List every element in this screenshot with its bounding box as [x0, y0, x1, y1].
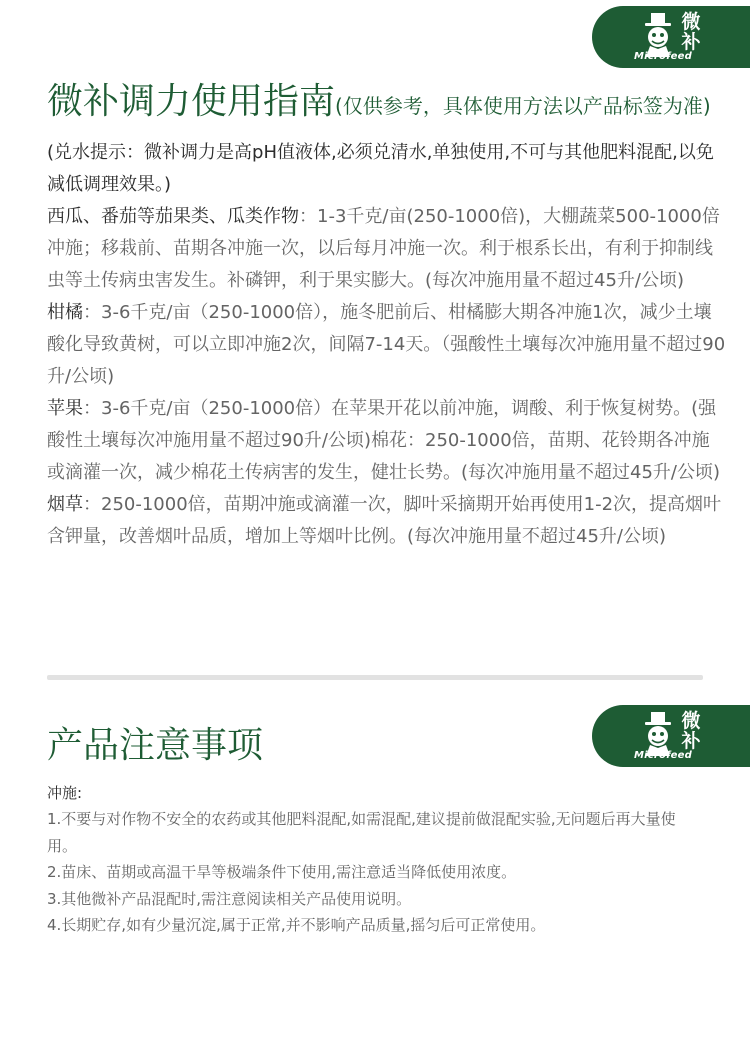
crop-name: 烟草 [47, 494, 83, 515]
precaution-item: 1.不要与对作物不安全的农药或其他肥料混配,如需混配,建议提前做混配实验,无问题后再大量使用。 [47, 810, 676, 855]
precaution-item: 3.其他微补产品混配时,需注意阅读相关产品使用说明。 [47, 889, 412, 908]
crop-name: 柑橘 [47, 302, 83, 323]
brand-name-cn: 微补 [681, 11, 701, 53]
dilution-note: (兑水提示：微补调力是高pH值液体,必须兑清水,单独使用,不可与其他肥料混配,以免减低调理效果。) [47, 142, 714, 195]
precaution-item: 4.长期贮存,如有少量沉淀,属于正常,并不影响产品质量,摇匀后可正常使用。 [47, 916, 546, 935]
precaution-item: 2.苗床、苗期或高温干旱等极端条件下使用,需注意适当降低使用浓度。 [47, 863, 517, 882]
section1-subtitle: (仅供参考，具体使用方法以产品标签为准) [335, 94, 711, 118]
precautions-label: 冲施: [47, 784, 83, 802]
usage-guide-body [47, 137, 727, 553]
precautions-body [47, 780, 687, 938]
crop-entry-melon [47, 201, 727, 297]
section-divider [47, 675, 703, 680]
section1-title-text: 微补调力使用指南 [47, 81, 336, 122]
crop-text: ：1-3千克/亩(250-1000倍)，大棚蔬菜500-1000倍冲施；移栽前、苗期各冲施一次，以后每月冲施一次。利于根系长出，有利于抑制线虫等土传病虫害发生。补磷钾，利于果实膨大。(每次冲施用量不超过45升/公顷) [47, 206, 720, 291]
section1-title [47, 80, 711, 128]
crop-text: ：250-1000倍，苗期冲施或滴灌一次，脚叶采摘期开始再使用1-2次，提高烟叶含钾量，改善烟叶品质，增加上等烟叶比例。(每次冲施用量不超过45升/公顷) [47, 494, 722, 547]
crop-entry-tobacco [47, 489, 727, 553]
brand-name-en: Microfeed [634, 750, 692, 761]
brand-name-cn: 微补 [681, 710, 701, 752]
crop-text: ：3-6千克/亩（250-1000倍），施冬肥前后、柑橘膨大期各冲施1次，减少土壤酸化导致黄树，可以立即冲施2次，间隔7-14天。（强酸性土壤每次冲施用量不超过90升/公顷) [47, 302, 726, 387]
crop-name: 西瓜、番茄等茄果类、瓜类作物 [47, 206, 299, 227]
crop-entry-apple [47, 393, 727, 489]
brand-name-en: Microfeed [634, 51, 692, 62]
crop-entry-citrus [47, 297, 727, 393]
brand-badge [592, 705, 750, 767]
crop-name: 苹果 [47, 398, 83, 419]
section2-title: 产品注意事项 [47, 725, 264, 766]
crop-text: ：3-6千克/亩（250-1000倍）在苹果开花以前冲施，调酸、利于恢复树势。(强酸性土壤每次冲施用量不超过90升/公顷)棉花：250-1000倍，苗期、花铃期各冲施或滴灌一次，减少棉花土传病害的发生，健壮长势。(每次冲施用量不超过45升/公顷) [47, 398, 721, 483]
brand-badge [592, 6, 750, 68]
